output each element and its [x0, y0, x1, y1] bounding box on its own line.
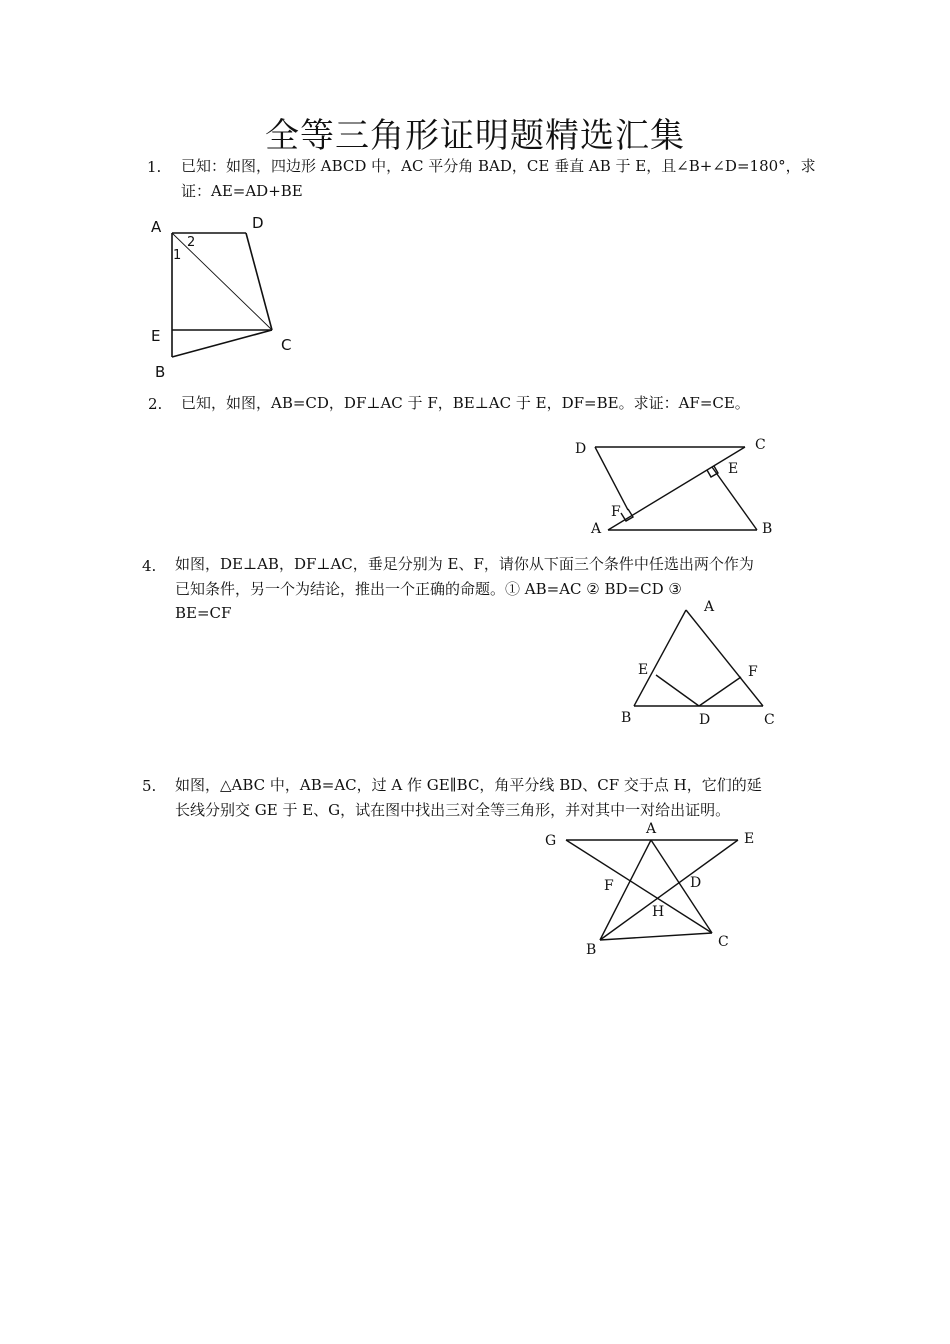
p2-label-D: D: [575, 441, 587, 457]
p5-label-F: F: [604, 878, 614, 894]
p5-label-E: E: [744, 831, 755, 847]
p5-label-A: A: [646, 821, 657, 837]
p1-label-C: C: [281, 336, 292, 354]
p5-label-H: H: [652, 904, 665, 920]
p4-label-A: A: [704, 599, 715, 615]
problem-2-line-1: 已知，如图，AB=CD，DF⊥AC 于 F，BE⊥AC 于 E，DF=BE。求证：AF=CE。: [181, 394, 750, 412]
problem-4-line-2: 已知条件，另一个为结论，推出一个正确的命题。① AB=AC ② BD=CD ③: [175, 580, 682, 598]
problem-1-line-1: 已知：如图，四边形 ABCD 中，AC 平分角 BAD，CE 垂直 AB 于 E，且∠B+∠D=180°，求: [181, 157, 816, 175]
p5-label-D: D: [690, 875, 702, 891]
problem-4-line-1: 如图，DE⊥AB，DF⊥AC，垂足分别为 E、F，请你从下面三个条件中任选出两个作为: [175, 555, 754, 573]
problem-4-number: 4.: [142, 557, 157, 575]
problem-2-number: 2.: [148, 395, 163, 413]
problem-5-number: 5.: [142, 777, 157, 795]
p2-label-B: B: [762, 521, 773, 537]
p2-label-A: A: [591, 521, 602, 537]
problem-1-number: 1.: [147, 158, 162, 176]
p4-label-F: F: [748, 664, 758, 680]
p4-label-C: C: [764, 712, 775, 728]
p1-label-D: D: [252, 214, 264, 232]
problem-5-line-2: 长线分别交 GE 于 E、G，试在图中找出三对全等三角形，并对其中一对给出证明。: [175, 801, 731, 819]
p1-label-E: E: [151, 327, 161, 345]
p1-label-B: B: [155, 363, 166, 381]
p1-label-2: 2: [187, 235, 196, 250]
p1-label-A: A: [151, 218, 162, 236]
p5-label-G: G: [545, 833, 557, 849]
p4-label-E: E: [638, 662, 649, 678]
problem-5-line-1: 如图，△ABC 中，AB=AC，过 A 作 GE∥BC，角平分线 BD、CF 交于点 H，它们的延: [175, 776, 762, 794]
p2-label-C: C: [755, 437, 766, 453]
problem-4-line-3: BE=CF: [175, 604, 232, 622]
p2-label-E: E: [728, 461, 739, 477]
p2-label-F: F: [611, 504, 621, 520]
p5-label-C: C: [718, 934, 729, 950]
p1-label-1: 1: [173, 248, 182, 263]
p4-label-D: D: [699, 712, 711, 728]
p5-label-B: B: [586, 942, 597, 958]
p4-label-B: B: [621, 710, 632, 726]
page-title: 全等三角形证明题精选汇集: [265, 116, 685, 156]
problem-1-line-2: 证：AE=AD+BE: [181, 182, 303, 200]
